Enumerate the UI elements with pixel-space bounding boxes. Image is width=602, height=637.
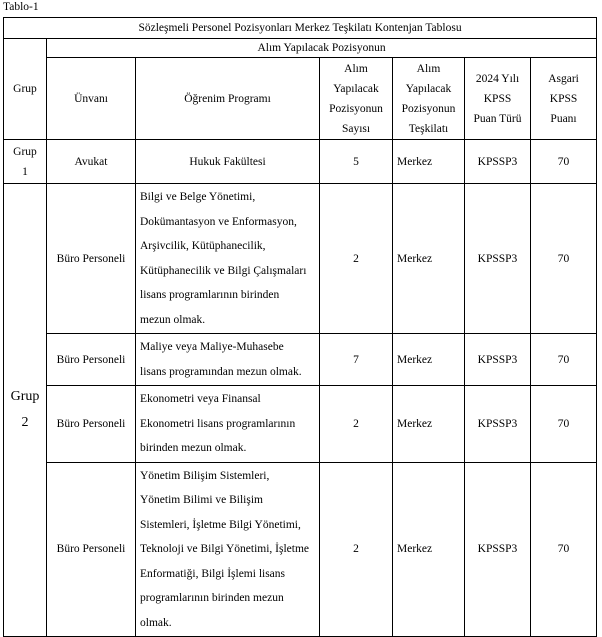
position-count: 7 bbox=[320, 334, 393, 386]
min-score: 70 bbox=[531, 184, 597, 334]
position-title: Büro Personeli bbox=[47, 462, 136, 637]
position-title: Avukat bbox=[47, 140, 136, 184]
position-count: 2 bbox=[320, 184, 393, 334]
education-program: Bilgi ve Belge Yönetimi, Dokümantasyon ve Enformasyon, Arşivcilik, Kütüphanecilik, Kütüphanecilik ve Bilgi Çalışmaları lisans programlarının birinden mezun olmak. bbox=[136, 184, 320, 334]
column-header-count: Alım Yapılacak Pozisyonun Sayısı bbox=[320, 58, 393, 140]
min-score: 70 bbox=[531, 462, 597, 637]
organization: Merkez bbox=[393, 334, 465, 386]
column-header-program: Öğrenim Programı bbox=[136, 58, 320, 140]
table-row bbox=[4, 140, 597, 184]
min-score: 70 bbox=[531, 334, 597, 386]
score-type: KPSSP3 bbox=[465, 462, 531, 637]
group-header: Grup bbox=[4, 39, 47, 140]
column-header-org: Alım Yapılacak Pozisyonun Teşkilatı bbox=[393, 58, 465, 140]
column-header-min-score: Asgari KPSS Puanı bbox=[531, 58, 597, 140]
score-type: KPSSP3 bbox=[465, 184, 531, 334]
table-row bbox=[4, 334, 597, 386]
column-header-title: Ünvanı bbox=[47, 58, 136, 140]
min-score: 70 bbox=[531, 386, 597, 463]
column-header-score-type: 2024 Yılı KPSS Puan Türü bbox=[465, 58, 531, 140]
table-row bbox=[4, 462, 597, 637]
score-type: KPSSP3 bbox=[465, 386, 531, 463]
group-label: Grup 2 bbox=[4, 184, 47, 637]
quota-table bbox=[3, 17, 597, 637]
group-label: Grup 1 bbox=[4, 140, 47, 184]
position-count: 2 bbox=[320, 386, 393, 463]
min-score: 70 bbox=[531, 140, 597, 184]
position-title: Büro Personeli bbox=[47, 386, 136, 463]
education-program: Ekonometri veya Finansal Ekonometri lisans programlarının birinden mezun olmak. bbox=[136, 386, 320, 463]
position-count: 5 bbox=[320, 140, 393, 184]
organization: Merkez bbox=[393, 140, 465, 184]
score-type: KPSSP3 bbox=[465, 140, 531, 184]
table-row bbox=[4, 184, 597, 334]
position-title: Büro Personeli bbox=[47, 184, 136, 334]
table-caption: Tablo-1 bbox=[3, 1, 39, 13]
organization: Merkez bbox=[393, 462, 465, 637]
organization: Merkez bbox=[393, 386, 465, 463]
score-type: KPSSP3 bbox=[465, 334, 531, 386]
position-title: Büro Personeli bbox=[47, 334, 136, 386]
organization: Merkez bbox=[393, 184, 465, 334]
education-program: Hukuk Fakültesi bbox=[136, 140, 320, 184]
position-header: Alım Yapılacak Pozisyonun bbox=[47, 39, 597, 58]
education-program: Maliye veya Maliye-Muhasebe lisans programından mezun olmak. bbox=[136, 334, 320, 386]
education-program: Yönetim Bilişim Sistemleri, Yönetim Bilimi ve Bilişim Sistemleri, İşletme Bilgi Yönetimi, Teknoloji ve Bilgi Yönetimi, İşletme Enformatiği, Bilgi İşlemi lisans programlarının birinden mezun olmak. bbox=[136, 462, 320, 637]
table-title: Sözleşmeli Personel Pozisyonları Merkez Teşkilatı Kontenjan Tablosu bbox=[4, 18, 597, 39]
position-count: 2 bbox=[320, 462, 393, 637]
table-row bbox=[4, 386, 597, 463]
